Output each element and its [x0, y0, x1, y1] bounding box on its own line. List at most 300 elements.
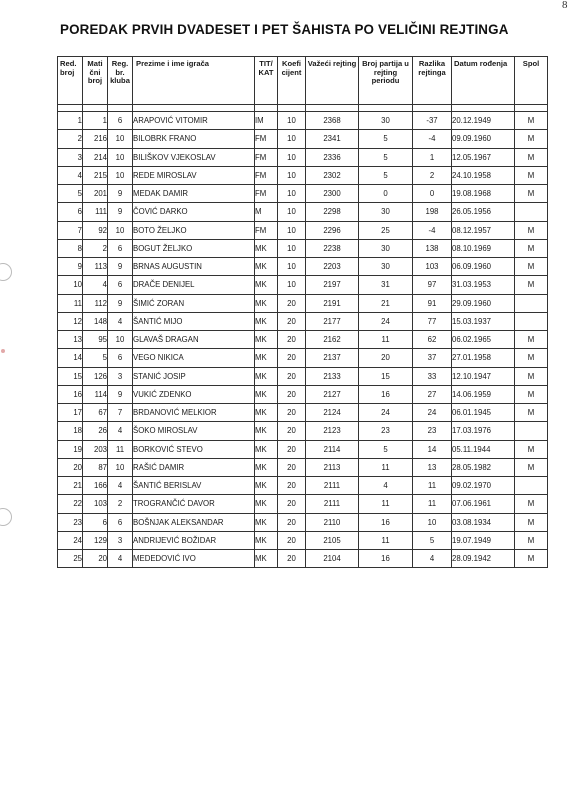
sex-cell: M — [515, 276, 548, 294]
row-number-cell: 18 — [58, 422, 83, 440]
games-count-cell: 11 — [359, 495, 413, 513]
row-number-cell: 5 — [58, 185, 83, 203]
page-title: POREDAK PRVIH DVADESET I PET ŠAHISTA PO VELIČINI REJTINGA — [60, 22, 509, 37]
reg-br-kluba-cell: 7 — [108, 404, 133, 422]
row-number-cell: 23 — [58, 513, 83, 531]
table-row — [58, 550, 548, 568]
player-name-cell: REDE MIROSLAV — [133, 166, 255, 184]
maticni-broj-cell: 67 — [83, 404, 108, 422]
player-name-cell: RAŠIĆ DAMIR — [133, 458, 255, 476]
reg-br-kluba-cell: 4 — [108, 550, 133, 568]
rating-difference-cell: 4 — [413, 550, 452, 568]
reg-br-kluba-cell: 3 — [108, 367, 133, 385]
games-count-cell: 30 — [359, 203, 413, 221]
sex-cell: M — [515, 495, 548, 513]
birth-date-cell: 05.11.1944 — [452, 440, 515, 458]
player-name-cell: ŠOKO MIROSLAV — [133, 422, 255, 440]
sex-cell: M — [515, 331, 548, 349]
title-category-cell: MK — [255, 258, 278, 276]
coefficient-cell: 10 — [278, 130, 306, 148]
maticni-broj-cell: 214 — [83, 148, 108, 166]
rating-difference-cell: 33 — [413, 367, 452, 385]
rating-cell: 2133 — [306, 367, 359, 385]
coefficient-cell: 10 — [278, 148, 306, 166]
rating-cell: 2111 — [306, 495, 359, 513]
rating-difference-cell: 13 — [413, 458, 452, 476]
sex-cell: M — [515, 185, 548, 203]
maticni-broj-cell: 5 — [83, 349, 108, 367]
rating-cell: 2124 — [306, 404, 359, 422]
reg-br-kluba-cell: 11 — [108, 440, 133, 458]
maticni-broj-cell: 201 — [83, 185, 108, 203]
row-number-cell: 13 — [58, 331, 83, 349]
birth-date-cell: 19.08.1968 — [452, 185, 515, 203]
rating-difference-cell: 77 — [413, 312, 452, 330]
rating-cell: 2298 — [306, 203, 359, 221]
player-name-cell: ŠANTIĆ MIJO — [133, 312, 255, 330]
header-koeficijent: Koefi cijent — [278, 57, 306, 105]
coefficient-cell: 20 — [278, 294, 306, 312]
coefficient-cell: 20 — [278, 367, 306, 385]
maticni-broj-cell: 4 — [83, 276, 108, 294]
reg-br-kluba-cell: 9 — [108, 203, 133, 221]
games-count-cell: 15 — [359, 367, 413, 385]
title-category-cell: MK — [255, 440, 278, 458]
table-header-row — [58, 57, 548, 105]
birth-date-cell: 08.12.1957 — [452, 221, 515, 239]
title-category-cell: MK — [255, 495, 278, 513]
games-count-cell: 5 — [359, 130, 413, 148]
player-name-cell: ANDRIJEVIĆ BOŽIDAR — [133, 531, 255, 549]
coefficient-cell: 10 — [278, 112, 306, 130]
coefficient-cell: 10 — [278, 276, 306, 294]
games-count-cell: 5 — [359, 148, 413, 166]
rating-cell: 2336 — [306, 148, 359, 166]
player-name-cell: BOTO ŽELJKO — [133, 221, 255, 239]
row-number-cell: 12 — [58, 312, 83, 330]
maticni-broj-cell: 92 — [83, 221, 108, 239]
row-number-cell: 14 — [58, 349, 83, 367]
birth-date-cell: 07.06.1961 — [452, 495, 515, 513]
table-row — [58, 477, 548, 495]
coefficient-cell: 10 — [278, 166, 306, 184]
row-number-cell: 8 — [58, 239, 83, 257]
maticni-broj-cell: 1 — [83, 112, 108, 130]
sex-cell: M — [515, 385, 548, 403]
games-count-cell: 20 — [359, 349, 413, 367]
header-spol: Spol — [515, 57, 548, 105]
birth-date-cell: 14.06.1959 — [452, 385, 515, 403]
row-number-cell: 17 — [58, 404, 83, 422]
rating-cell: 2238 — [306, 239, 359, 257]
maticni-broj-cell: 20 — [83, 550, 108, 568]
reg-br-kluba-cell: 4 — [108, 477, 133, 495]
player-name-cell: ARAPOVIĆ VITOMIR — [133, 112, 255, 130]
sex-cell: M — [515, 349, 548, 367]
table-row — [58, 440, 548, 458]
maticni-broj-cell: 103 — [83, 495, 108, 513]
table-row — [58, 294, 548, 312]
player-name-cell: BILIŠKOV VJEKOSLAV — [133, 148, 255, 166]
rating-cell: 2341 — [306, 130, 359, 148]
row-number-cell: 1 — [58, 112, 83, 130]
row-number-cell: 19 — [58, 440, 83, 458]
title-category-cell: M — [255, 203, 278, 221]
rating-cell: 2368 — [306, 112, 359, 130]
birth-date-cell: 24.10.1958 — [452, 166, 515, 184]
rating-cell: 2197 — [306, 276, 359, 294]
row-number-cell: 15 — [58, 367, 83, 385]
rating-difference-cell: -37 — [413, 112, 452, 130]
title-category-cell: FM — [255, 130, 278, 148]
rating-cell: 2162 — [306, 331, 359, 349]
table-row — [58, 258, 548, 276]
player-name-cell: VEGO NIKICA — [133, 349, 255, 367]
title-category-cell: MK — [255, 422, 278, 440]
birth-date-cell: 27.01.1958 — [452, 349, 515, 367]
table-row — [58, 458, 548, 476]
rating-cell: 2105 — [306, 531, 359, 549]
table-row — [58, 166, 548, 184]
row-number-cell: 22 — [58, 495, 83, 513]
player-name-cell: ČOVIĆ DARKO — [133, 203, 255, 221]
birth-date-cell: 19.07.1949 — [452, 531, 515, 549]
title-category-cell: MK — [255, 385, 278, 403]
birth-date-cell: 06.09.1960 — [452, 258, 515, 276]
birth-date-cell: 12.10.1947 — [452, 367, 515, 385]
coefficient-cell: 20 — [278, 458, 306, 476]
title-category-cell: MK — [255, 349, 278, 367]
rating-cell: 2114 — [306, 440, 359, 458]
rating-cell: 2104 — [306, 550, 359, 568]
birth-date-cell: 28.05.1982 — [452, 458, 515, 476]
games-count-cell: 16 — [359, 385, 413, 403]
games-count-cell: 30 — [359, 258, 413, 276]
birth-date-cell: 09.02.1970 — [452, 477, 515, 495]
rating-difference-cell: 27 — [413, 385, 452, 403]
sex-cell: M — [515, 148, 548, 166]
coefficient-cell: 10 — [278, 203, 306, 221]
games-count-cell: 16 — [359, 550, 413, 568]
birth-date-cell: 09.09.1960 — [452, 130, 515, 148]
birth-date-cell: 12.05.1967 — [452, 148, 515, 166]
reg-br-kluba-cell: 2 — [108, 495, 133, 513]
sex-cell — [515, 203, 548, 221]
coefficient-cell: 20 — [278, 312, 306, 330]
sex-cell: M — [515, 550, 548, 568]
player-name-cell: VUKIĆ ZDENKO — [133, 385, 255, 403]
birth-date-cell: 06.02.1965 — [452, 331, 515, 349]
games-count-cell: 21 — [359, 294, 413, 312]
rating-cell: 2110 — [306, 513, 359, 531]
games-count-cell: 0 — [359, 185, 413, 203]
table-row — [58, 349, 548, 367]
reg-br-kluba-cell: 4 — [108, 422, 133, 440]
sex-cell: M — [515, 404, 548, 422]
reg-br-kluba-cell: 6 — [108, 349, 133, 367]
sex-cell: M — [515, 458, 548, 476]
player-name-cell: ŠANTIĆ BERISLAV — [133, 477, 255, 495]
rating-difference-cell: -4 — [413, 130, 452, 148]
birth-date-cell: 08.10.1969 — [452, 239, 515, 257]
row-number-cell: 24 — [58, 531, 83, 549]
row-number-cell: 3 — [58, 148, 83, 166]
coefficient-cell: 20 — [278, 440, 306, 458]
table-row — [58, 221, 548, 239]
rating-cell: 2203 — [306, 258, 359, 276]
row-number-cell: 20 — [58, 458, 83, 476]
games-count-cell: 31 — [359, 276, 413, 294]
row-number-cell: 6 — [58, 203, 83, 221]
coefficient-cell: 20 — [278, 349, 306, 367]
rating-difference-cell: 23 — [413, 422, 452, 440]
maticni-broj-cell: 95 — [83, 331, 108, 349]
header-broj-partija: Broj partija u rejting periodu — [359, 57, 413, 105]
coefficient-cell: 20 — [278, 550, 306, 568]
rating-difference-cell: 97 — [413, 276, 452, 294]
player-name-cell: GLAVAŠ DRAGAN — [133, 331, 255, 349]
games-count-cell: 11 — [359, 531, 413, 549]
sex-cell: M — [515, 258, 548, 276]
reg-br-kluba-cell: 9 — [108, 185, 133, 203]
title-category-cell: MK — [255, 513, 278, 531]
title-category-cell: MK — [255, 312, 278, 330]
games-count-cell: 11 — [359, 331, 413, 349]
birth-date-cell: 15.03.1937 — [452, 312, 515, 330]
player-name-cell: BILOBRK FRANO — [133, 130, 255, 148]
row-number-cell: 16 — [58, 385, 83, 403]
reg-br-kluba-cell: 4 — [108, 312, 133, 330]
games-count-cell: 5 — [359, 440, 413, 458]
title-category-cell: MK — [255, 239, 278, 257]
player-name-cell: ŠIMIĆ ZORAN — [133, 294, 255, 312]
sex-cell — [515, 422, 548, 440]
title-category-cell: FM — [255, 148, 278, 166]
reg-br-kluba-cell: 9 — [108, 258, 133, 276]
birth-date-cell: 29.09.1960 — [452, 294, 515, 312]
coefficient-cell: 10 — [278, 185, 306, 203]
player-name-cell: BRDANOVIĆ MELKIOR — [133, 404, 255, 422]
player-name-cell: BOGUT ŽELJKO — [133, 239, 255, 257]
row-number-cell: 7 — [58, 221, 83, 239]
title-category-cell: MK — [255, 550, 278, 568]
rating-cell: 2123 — [306, 422, 359, 440]
header-razlika-rejtinga: Razlika rejtinga — [413, 57, 452, 105]
table-row — [58, 495, 548, 513]
maticni-broj-cell: 2 — [83, 239, 108, 257]
title-category-cell: MK — [255, 458, 278, 476]
rating-difference-cell: 0 — [413, 185, 452, 203]
rating-difference-cell: 103 — [413, 258, 452, 276]
row-number-cell: 2 — [58, 130, 83, 148]
coefficient-cell: 20 — [278, 531, 306, 549]
sex-cell: M — [515, 130, 548, 148]
header-spacer-row — [58, 105, 548, 112]
rating-difference-cell: 198 — [413, 203, 452, 221]
birth-date-cell: 17.03.1976 — [452, 422, 515, 440]
coefficient-cell: 10 — [278, 258, 306, 276]
punch-hole-mark — [0, 508, 12, 526]
birth-date-cell: 03.08.1934 — [452, 513, 515, 531]
birth-date-cell: 26.05.1956 — [452, 203, 515, 221]
table-row — [58, 422, 548, 440]
maticni-broj-cell: 111 — [83, 203, 108, 221]
reg-br-kluba-cell: 10 — [108, 458, 133, 476]
rating-cell: 2296 — [306, 221, 359, 239]
maticni-broj-cell: 215 — [83, 166, 108, 184]
rating-difference-cell: 14 — [413, 440, 452, 458]
player-name-cell: MEDEDOVIĆ IVO — [133, 550, 255, 568]
sex-cell: M — [515, 531, 548, 549]
reg-br-kluba-cell: 10 — [108, 130, 133, 148]
header-ime: Prezime i ime igrača — [133, 57, 255, 105]
reg-br-kluba-cell: 9 — [108, 294, 133, 312]
coefficient-cell: 20 — [278, 422, 306, 440]
rating-difference-cell: -4 — [413, 221, 452, 239]
games-count-cell: 16 — [359, 513, 413, 531]
rating-difference-cell: 5 — [413, 531, 452, 549]
maticni-broj-cell: 203 — [83, 440, 108, 458]
rating-difference-cell: 2 — [413, 166, 452, 184]
reg-br-kluba-cell: 10 — [108, 166, 133, 184]
sex-cell: M — [515, 221, 548, 239]
sex-cell — [515, 312, 548, 330]
rating-cell: 2137 — [306, 349, 359, 367]
table-row — [58, 531, 548, 549]
row-number-cell: 10 — [58, 276, 83, 294]
ranking-table — [57, 56, 548, 568]
punch-hole-mark — [0, 263, 12, 281]
table-row — [58, 331, 548, 349]
coefficient-cell: 20 — [278, 385, 306, 403]
row-number-cell: 9 — [58, 258, 83, 276]
header-vazeci-rejting: Važeći rejting — [306, 57, 359, 105]
table-row — [58, 130, 548, 148]
birth-date-cell: 20.12.1949 — [452, 112, 515, 130]
coefficient-cell: 10 — [278, 239, 306, 257]
rating-difference-cell: 10 — [413, 513, 452, 531]
title-category-cell: MK — [255, 294, 278, 312]
title-category-cell: FM — [255, 221, 278, 239]
maticni-broj-cell: 216 — [83, 130, 108, 148]
margin-dot — [1, 349, 5, 353]
maticni-broj-cell: 6 — [83, 513, 108, 531]
games-count-cell: 4 — [359, 477, 413, 495]
table-body — [58, 112, 548, 568]
player-name-cell: BOŠNJAK ALEKSANDAR — [133, 513, 255, 531]
games-count-cell: 24 — [359, 312, 413, 330]
rating-cell: 2300 — [306, 185, 359, 203]
rating-cell: 2111 — [306, 477, 359, 495]
table-row — [58, 148, 548, 166]
games-count-cell: 24 — [359, 404, 413, 422]
reg-br-kluba-cell: 10 — [108, 221, 133, 239]
header-red-broj: Red. broj — [58, 57, 83, 105]
sex-cell — [515, 294, 548, 312]
rating-difference-cell: 91 — [413, 294, 452, 312]
coefficient-cell: 20 — [278, 331, 306, 349]
maticni-broj-cell: 87 — [83, 458, 108, 476]
header-maticni-broj: Mati čni broj — [83, 57, 108, 105]
table-row — [58, 239, 548, 257]
rating-difference-cell: 1 — [413, 148, 452, 166]
player-name-cell: BORKOVIĆ STEVO — [133, 440, 255, 458]
reg-br-kluba-cell: 9 — [108, 385, 133, 403]
sex-cell: M — [515, 112, 548, 130]
rating-cell: 2127 — [306, 385, 359, 403]
title-category-cell: MK — [255, 367, 278, 385]
reg-br-kluba-cell: 10 — [108, 148, 133, 166]
maticni-broj-cell: 114 — [83, 385, 108, 403]
birth-date-cell: 31.03.1953 — [452, 276, 515, 294]
rating-cell: 2113 — [306, 458, 359, 476]
row-number-cell: 11 — [58, 294, 83, 312]
reg-br-kluba-cell: 6 — [108, 112, 133, 130]
maticni-broj-cell: 26 — [83, 422, 108, 440]
rating-difference-cell: 11 — [413, 477, 452, 495]
title-category-cell: MK — [255, 404, 278, 422]
rating-difference-cell: 62 — [413, 331, 452, 349]
birth-date-cell: 28.09.1942 — [452, 550, 515, 568]
title-category-cell: MK — [255, 531, 278, 549]
rating-cell: 2191 — [306, 294, 359, 312]
rating-cell: 2177 — [306, 312, 359, 330]
rating-difference-cell: 138 — [413, 239, 452, 257]
rating-difference-cell: 11 — [413, 495, 452, 513]
coefficient-cell: 20 — [278, 404, 306, 422]
coefficient-cell: 20 — [278, 513, 306, 531]
birth-date-cell: 06.01.1945 — [452, 404, 515, 422]
title-category-cell: FM — [255, 166, 278, 184]
games-count-cell: 25 — [359, 221, 413, 239]
coefficient-cell: 20 — [278, 477, 306, 495]
table-row — [58, 185, 548, 203]
title-category-cell: FM — [255, 185, 278, 203]
row-number-cell: 25 — [58, 550, 83, 568]
page-number: 8 — [562, 0, 568, 11]
player-name-cell: BRNAS AUGUSTIN — [133, 258, 255, 276]
title-category-cell: IM — [255, 112, 278, 130]
rating-cell: 2302 — [306, 166, 359, 184]
row-number-cell: 21 — [58, 477, 83, 495]
reg-br-kluba-cell: 3 — [108, 531, 133, 549]
table-row — [58, 367, 548, 385]
table-row — [58, 203, 548, 221]
rating-difference-cell: 37 — [413, 349, 452, 367]
row-number-cell: 4 — [58, 166, 83, 184]
table-row — [58, 404, 548, 422]
coefficient-cell: 20 — [278, 495, 306, 513]
maticni-broj-cell: 148 — [83, 312, 108, 330]
reg-br-kluba-cell: 6 — [108, 239, 133, 257]
title-category-cell: MK — [255, 477, 278, 495]
games-count-cell: 11 — [359, 458, 413, 476]
player-name-cell: STANIĆ JOSIP — [133, 367, 255, 385]
maticni-broj-cell: 112 — [83, 294, 108, 312]
games-count-cell: 23 — [359, 422, 413, 440]
maticni-broj-cell: 166 — [83, 477, 108, 495]
games-count-cell: 30 — [359, 112, 413, 130]
reg-br-kluba-cell: 6 — [108, 276, 133, 294]
sex-cell: M — [515, 166, 548, 184]
table-row — [58, 112, 548, 130]
games-count-cell: 5 — [359, 166, 413, 184]
sex-cell: M — [515, 513, 548, 531]
table-row — [58, 513, 548, 531]
sex-cell: M — [515, 440, 548, 458]
table-row — [58, 385, 548, 403]
maticni-broj-cell: 129 — [83, 531, 108, 549]
